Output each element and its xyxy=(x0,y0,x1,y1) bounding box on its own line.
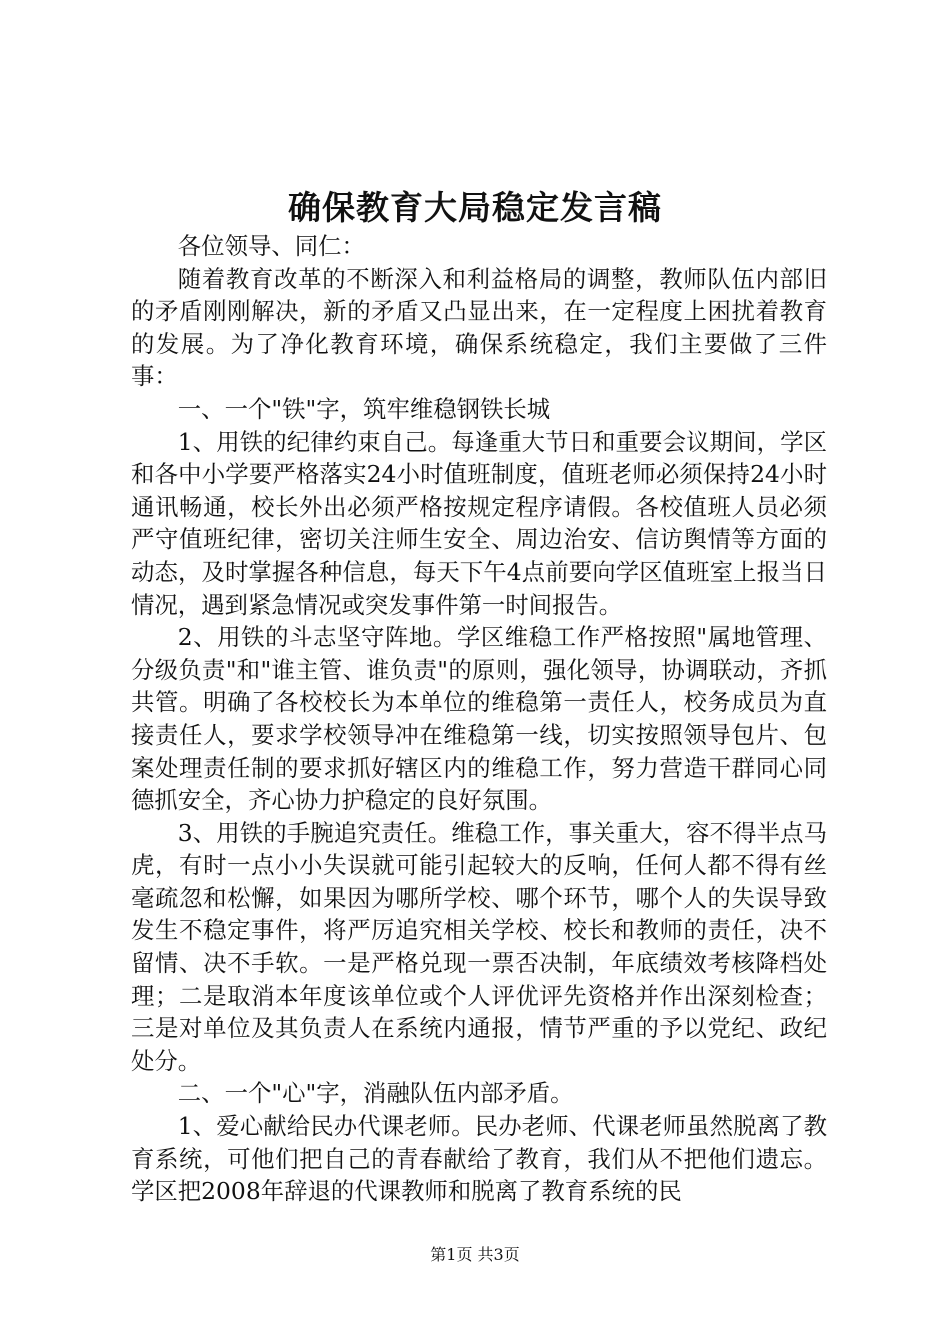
paragraph-1-3: 3、用铁的手腕追究责任。维稳工作，事关重大，容不得半点马虎，有时一点小小失误就可能引起较大的反响，任何人都不得有丝毫疏忽和松懈，如果因为哪所学校、哪个环节，哪个人的失误导致发生不稳定事件，将严厉追究相关学校、校长和教师的责任，决不留情、决不手软。一是严格兑现一票否决制，年底绩效考核降档处理；二是取消本年度该单位或个人评优评先资格并作出深刻检查；三是对单位及其负责人在系统内通报，情节严重的予以党纪、政纪处分。 xyxy=(131,818,827,1075)
paragraph-1-1: 1、用铁的纪律约束自己。每逢重大节日和重要会议期间，学区和各中小学要严格落实24小时值班制度，值班老师必须保持24小时通讯畅通，校长外出必须严格按规定程序请假。各校值班人员必须严守值班纪律，密切关注师生安全、周边治安、信访舆情等方面的动态，及时掌握各种信息，每天下午4点前要向学区值班室上报当日情况，遇到紧急情况或突发事件第一时间报告。 xyxy=(131,427,827,619)
heading-section-1: 一、一个"铁"字，筑牢维稳钢铁长城 xyxy=(177,394,551,423)
page-number-footer: 第1页 共3页 xyxy=(430,1245,520,1264)
paragraph-2-1: 1、爱心献给民办代课老师。民办老师、代课老师虽然脱离了教育系统，可他们把自己的青春献给了教育，我们从不把他们遗忘。学区把2008年辞退的代课教师和脱离了教育系统的民 xyxy=(131,1112,827,1206)
heading-section-2: 二、一个"心"字，消融队伍内部矛盾。 xyxy=(177,1079,574,1108)
paragraph-1-2: 2、用铁的斗志坚守阵地。学区维稳工作严格按照"属地管理、分级负责"和"谁主管、谁负责"的原则，强化领导，协调联动，齐抓共管。明确了各校校长为本单位的维稳第一责任人，校务成员为直接责任人，要求学校领导冲在维稳第一线，切实按照领导包片、包案处理责任制的要求抓好辖区内的维稳工作，努力营造干群同心同德抓安全，齐心协力护稳定的良好氛围。 xyxy=(131,623,827,815)
document-body xyxy=(131,230,827,1208)
paragraph-intro: 随着教育改革的不断深入和利益格局的调整，教师队伍内部旧的矛盾刚刚解决，新的矛盾又凸显出来，在一定程度上困扰着教育的发展。为了净化教育环境，确保系统稳定，我们主要做了三件事： xyxy=(131,264,827,391)
document-title: 确保教育大局稳定发言稿 xyxy=(288,188,662,227)
paragraph-salutation: 各位领导、同仁： xyxy=(177,232,365,260)
